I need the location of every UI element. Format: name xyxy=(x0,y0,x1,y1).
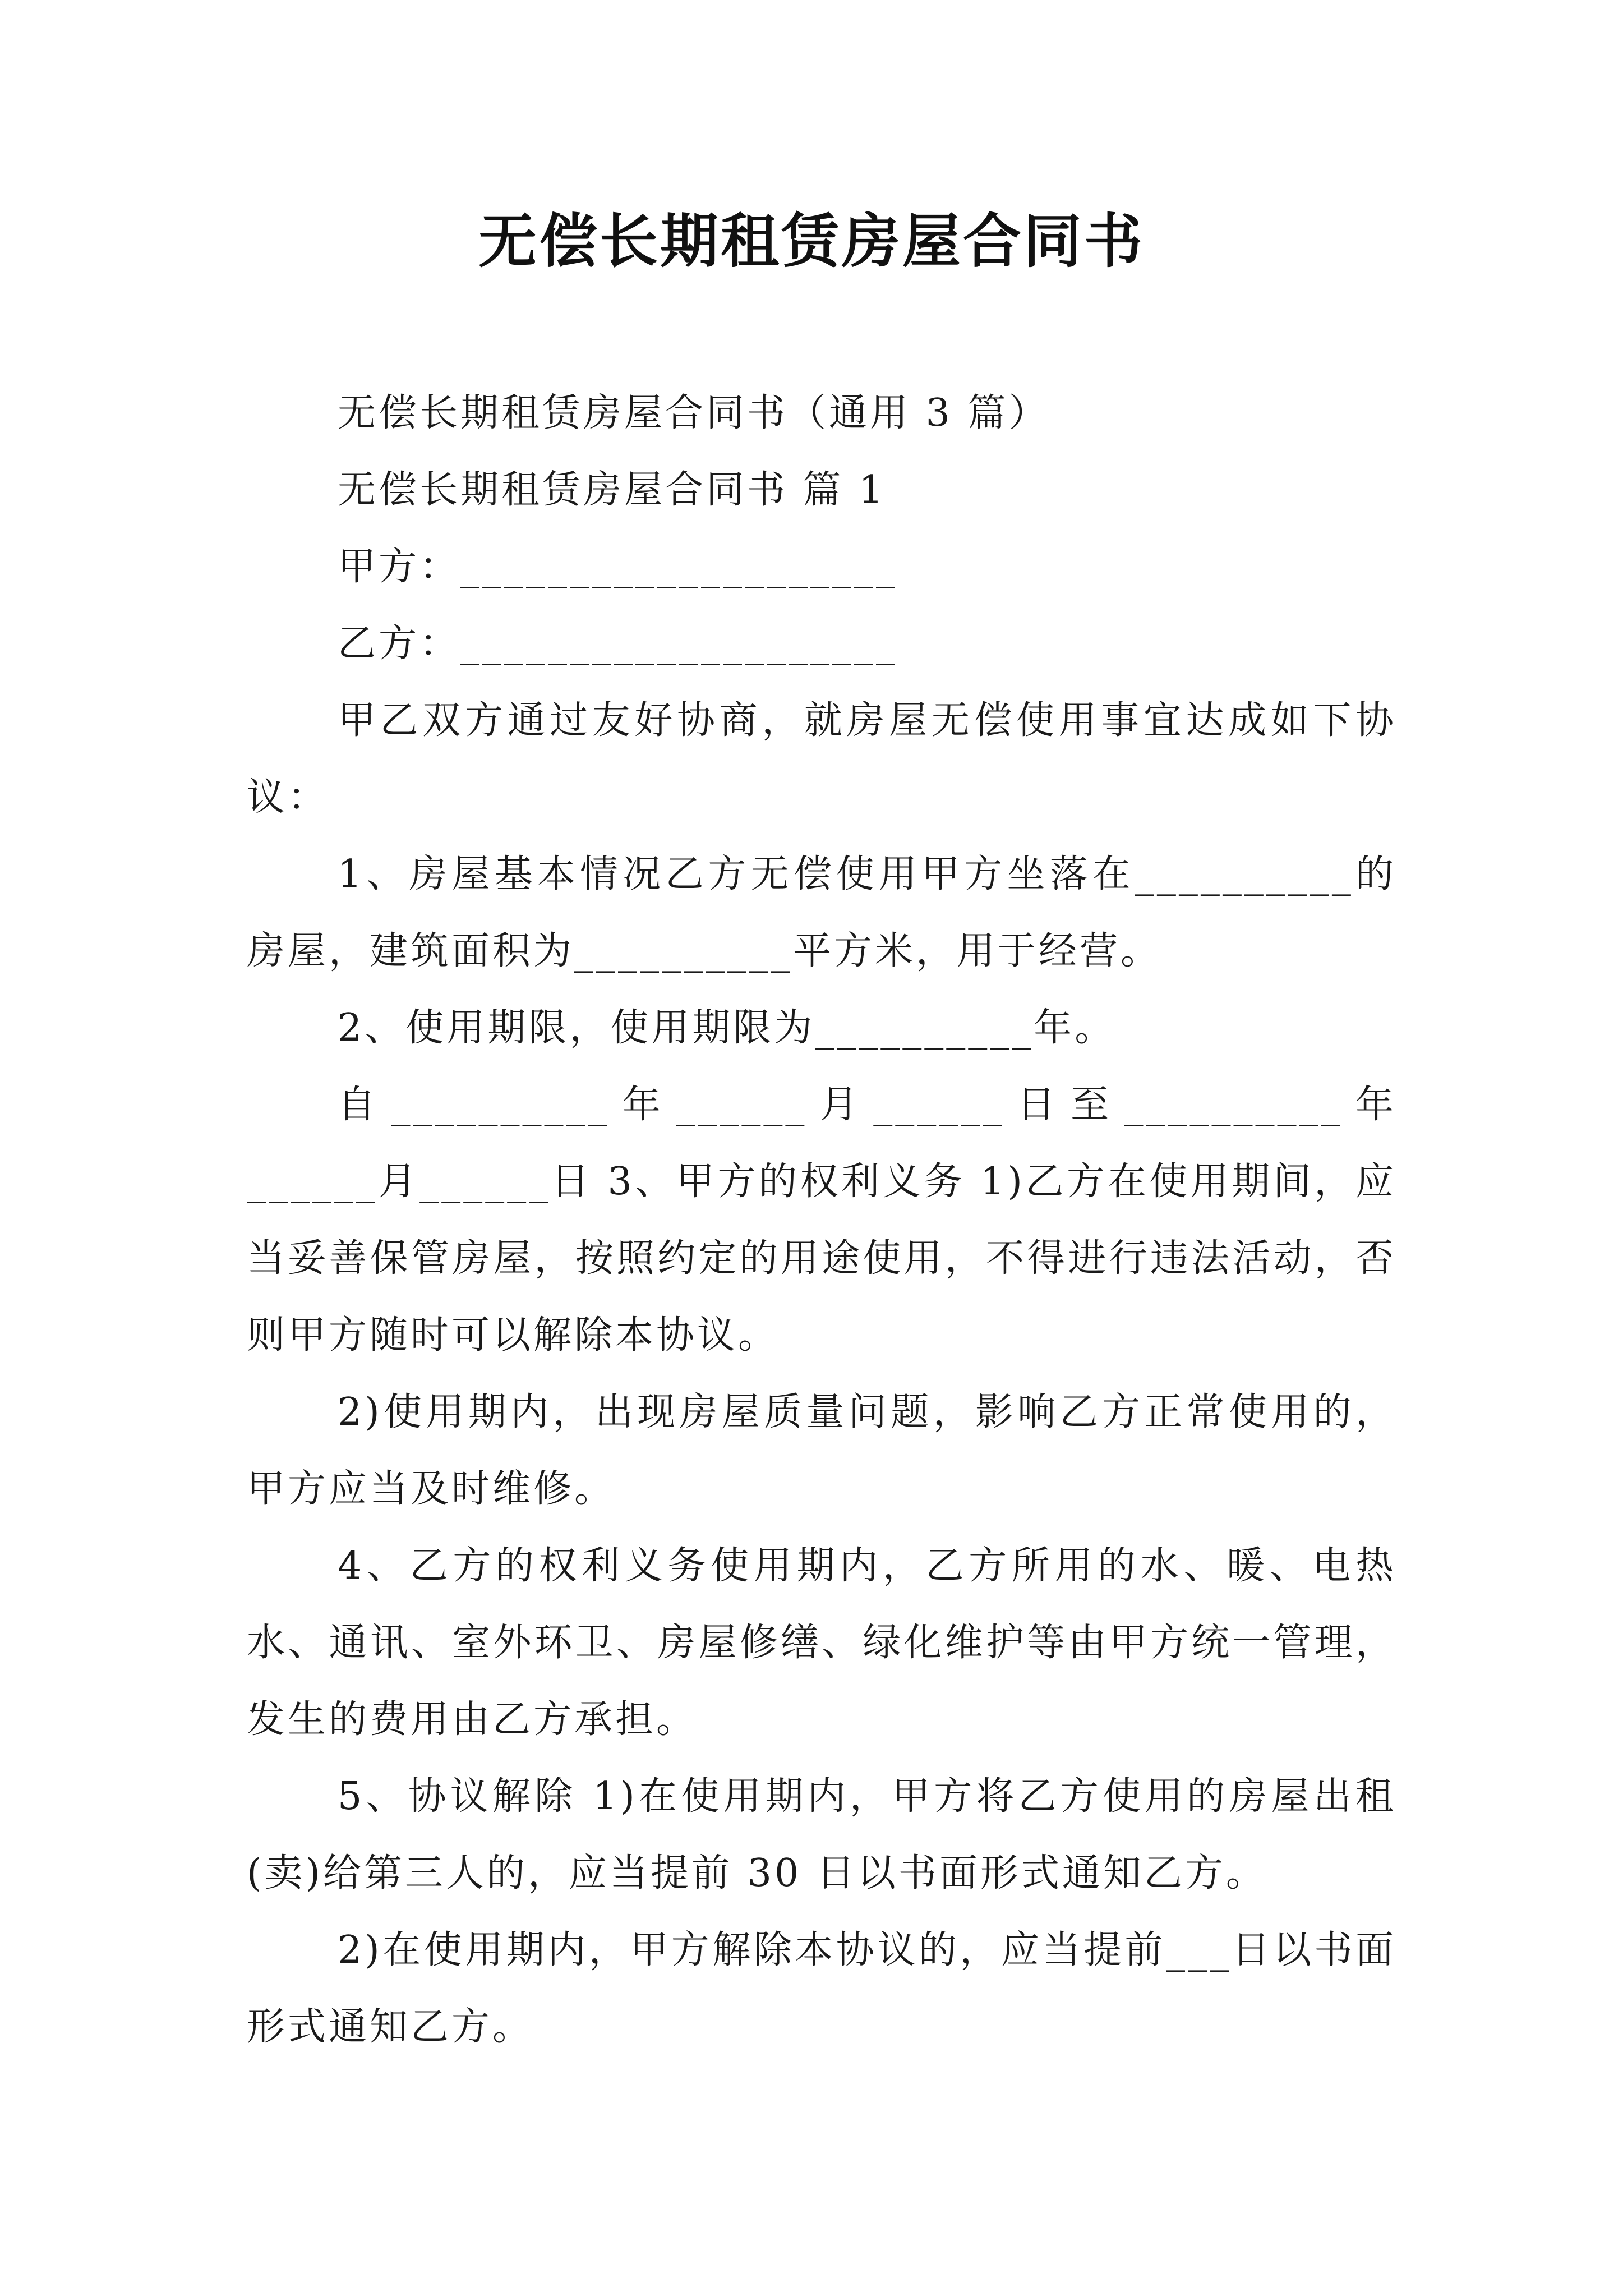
paragraph-section-heading: 无偿长期租赁房屋合同书 篇 1 xyxy=(338,468,886,512)
paragraph-clause-2: 2、使用期限，使用期限为__________年。 xyxy=(338,1006,1116,1050)
paragraph-clause-3-2: 2)使用期内，出现房屋质量问题，影响乙方正常使用的，甲方应当及时维修。 xyxy=(247,1390,1396,1511)
paragraph-agreement-intro: 甲乙双方通过友好协商，就房屋无偿使用事宜达成如下协议： xyxy=(247,698,1396,820)
document-title: 无偿长期租赁房屋合同书 xyxy=(478,207,1145,275)
document-body xyxy=(247,375,1396,2065)
paragraph-subtitle: 无偿长期租赁房屋合同书（通用 3 篇） xyxy=(338,391,1050,435)
paragraph-clause-5-2: 2)在使用期内，甲方解除本协议的，应当提前___日以书面形式通知乙方。 xyxy=(247,1928,1396,2049)
paragraph-clause-4: 4、乙方的权利义务使用期内，乙方所用的水、暖、电热水、通讯、室外环卫、房屋修缮、绿化维护等由甲方统一管理，发生的费用由乙方承担。 xyxy=(247,1544,1396,1742)
paragraph-clause-3: 自__________年______月______日至__________年______月______日 3、甲方的权利义务 1)乙方在使用期间，应当妥善保管房屋，按照约定的用途使用，不得进行违法活动，否则甲方随时可以解除本协议。 xyxy=(247,1083,1396,1358)
paragraph-clause-1: 1、房屋基本情况乙方无偿使用甲方坐落在__________的房屋，建筑面积为__________平方米，用于经营。 xyxy=(247,852,1396,973)
paragraph-clause-5: 5、协议解除 1)在使用期内，甲方将乙方使用的房屋出租(卖)给第三人的，应当提前 30 日以书面形式通知乙方。 xyxy=(247,1774,1396,1895)
paragraph-party-b: 乙方：____________________ xyxy=(338,622,898,666)
paragraph-party-a: 甲方：____________________ xyxy=(338,545,898,589)
